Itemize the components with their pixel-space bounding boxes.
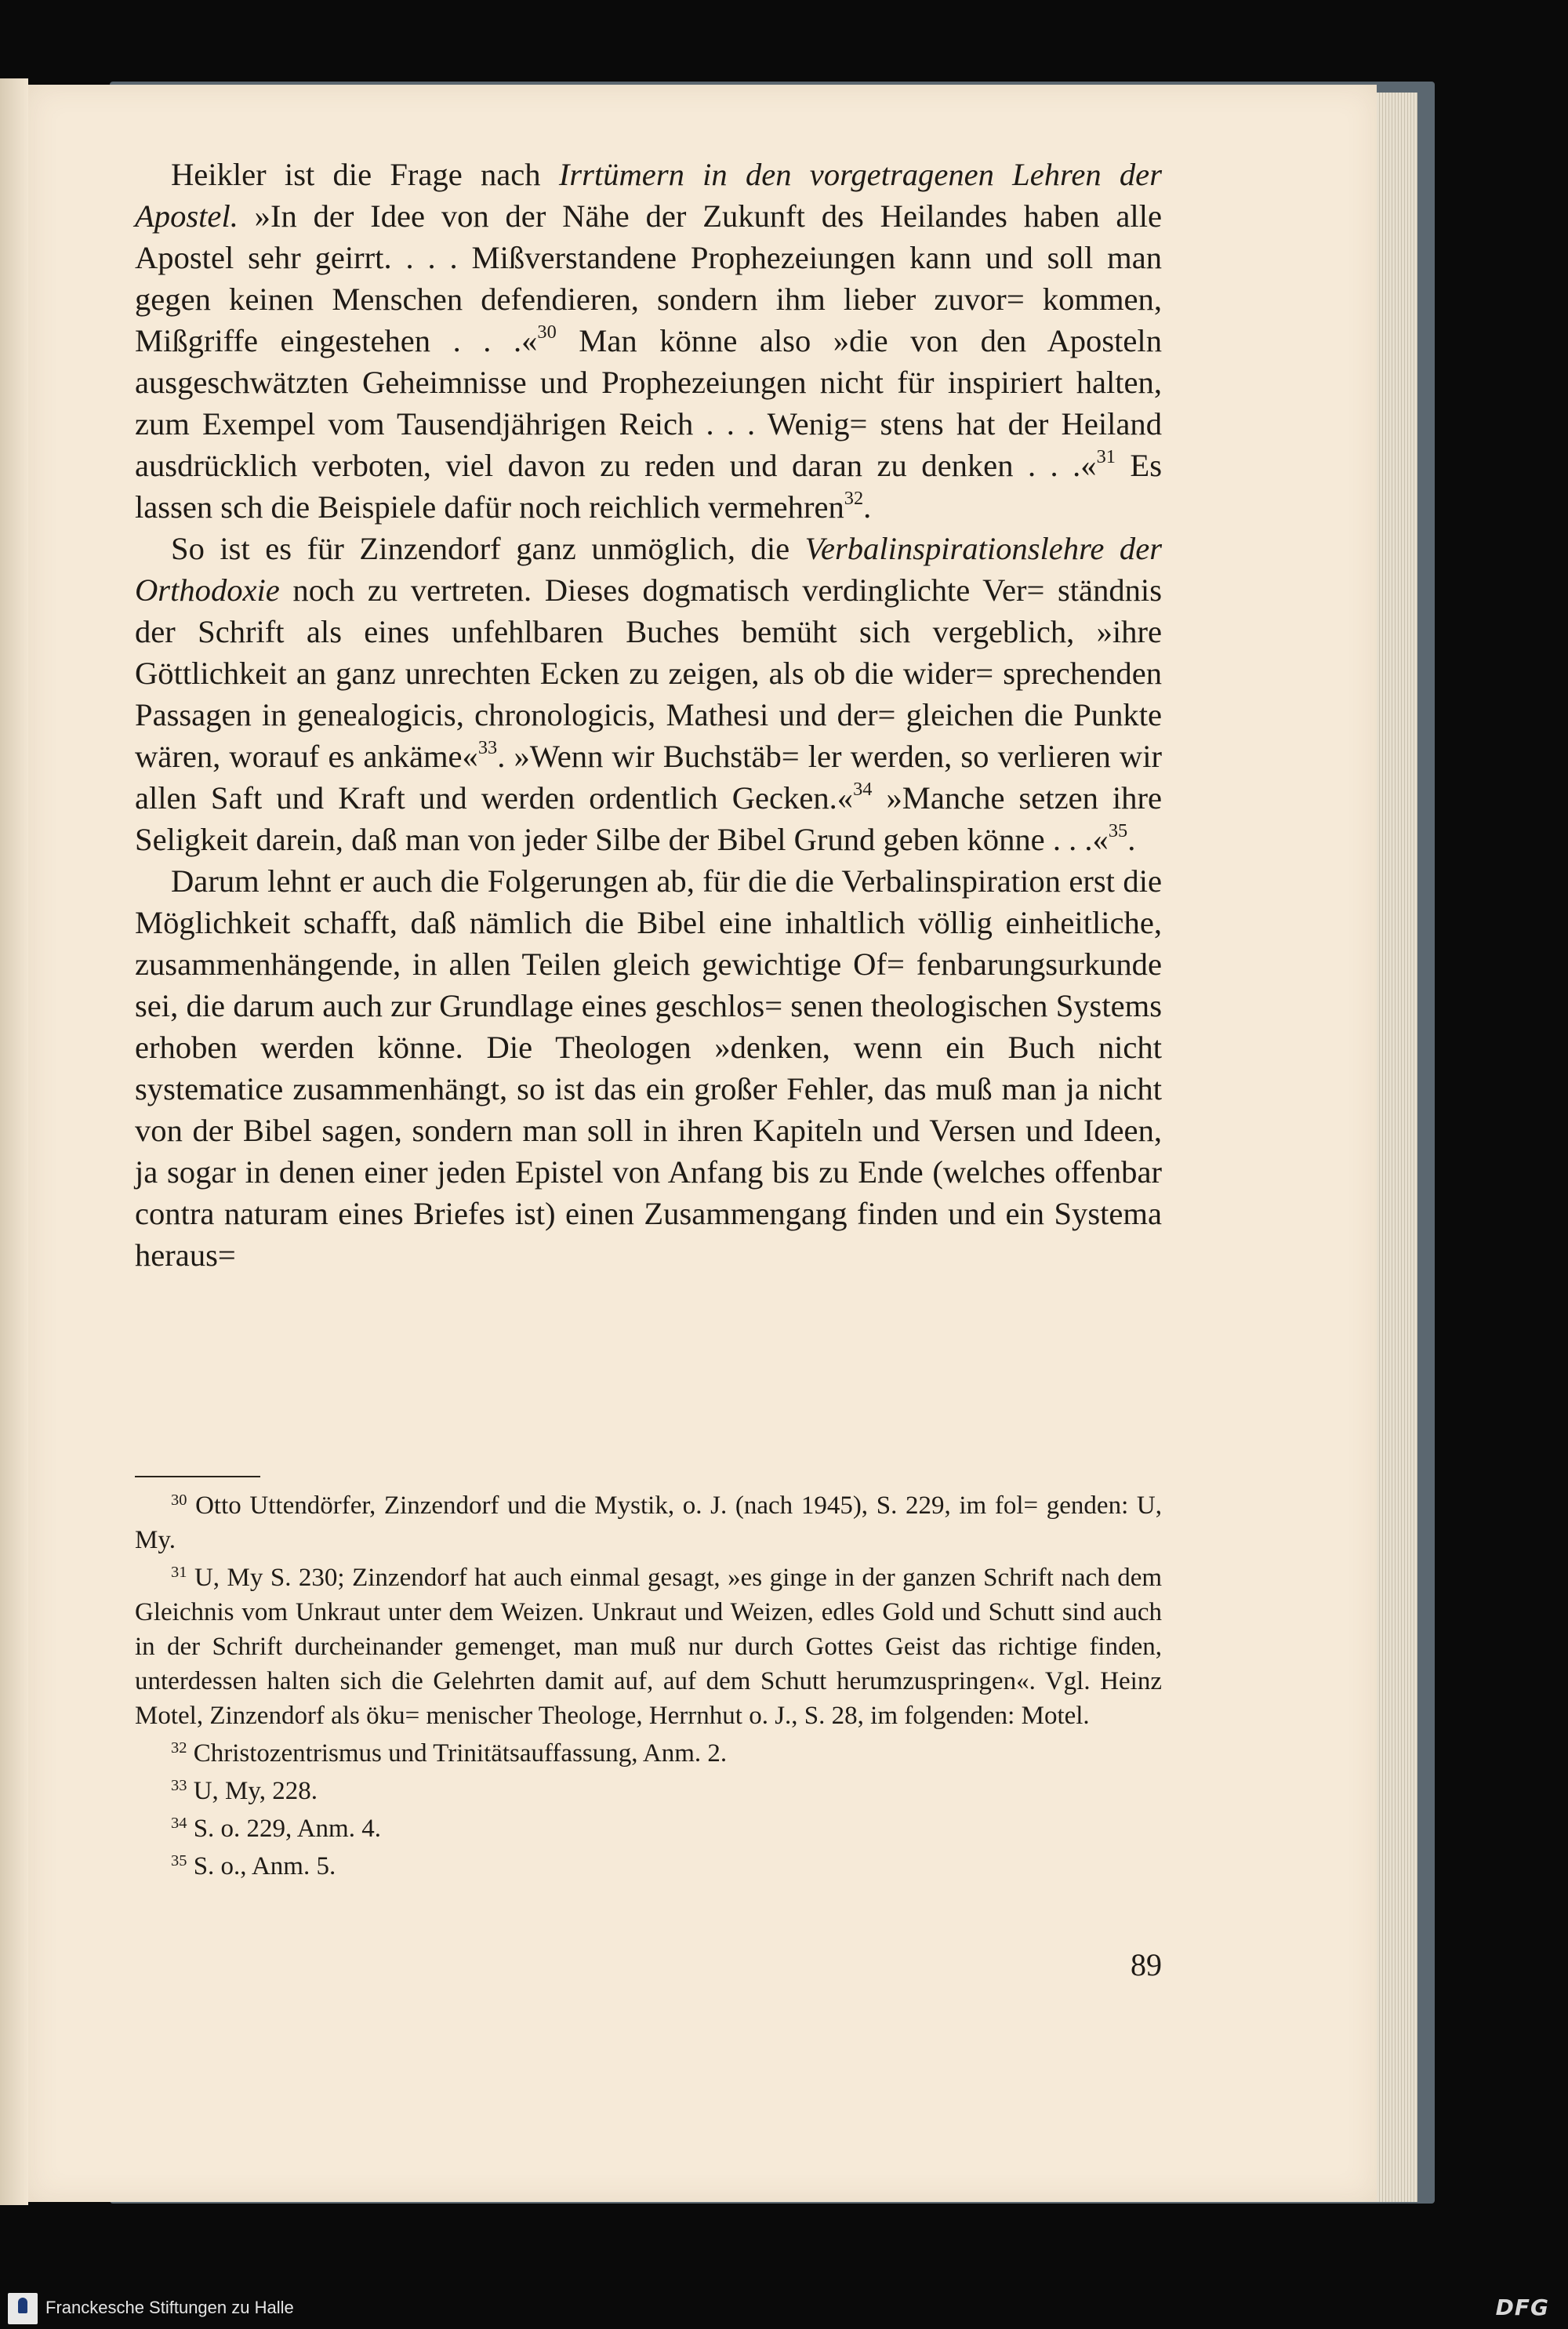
footnote-number: 32 <box>171 1739 187 1757</box>
footnote-number: 31 <box>171 1563 187 1581</box>
text-run: . <box>1127 822 1136 857</box>
footnote-text: S. o. 229, Anm. 4. <box>193 1815 381 1843</box>
footnote-ref-30: 30 <box>537 321 557 343</box>
footnote-separator <box>135 1476 260 1477</box>
text-run: noch zu vertreten. Dieses dogmatisch verdinglichte Ver= ständnis der Schrift als eines unfehlbaren Buches bemüht sich vergeblich, »ihre Göttlichkeit an ganz unrechten Ecken zu zeigen, als ob die wider= sprechenden Passagen in genealogicis, chronologicis, Mathesi und der= gleichen die Punkte wären, worauf es ankäme« <box>135 572 1162 774</box>
page-number: 89 <box>1131 1947 1162 1982</box>
dfg-logo: DFG <box>1495 2294 1549 2320</box>
footnote-30 <box>135 1488 1162 1557</box>
footnote-number: 35 <box>171 1851 187 1869</box>
footnote-35 <box>135 1849 1162 1884</box>
footnote-31 <box>135 1561 1162 1733</box>
footnote-text: U, My S. 230; Zinzendorf hat auch einmal gesagt, »es ginge in der ganzen Schrift nach dem Gleichnis vom Unkraut unter dem Weizen. Unkraut und Weizen, edles Gold und Schutt sind auch in der Schrift durcheinander gemenget, man muß nur durch Gottes Geist das richtige finden, unterdessen halten sich die Gelehrten damit auf, auf dem Schutt herumzuspringen«. Vgl. Heinz Motel, Zinzendorf als öku= menischer Theologe, Herrnhut o. J., S. 28, im folgenden: Motel. <box>135 1564 1163 1730</box>
footnotes <box>135 1488 1162 1887</box>
footnote-33 <box>135 1774 1162 1808</box>
footnote-ref-34: 34 <box>853 778 873 800</box>
footnote-text: U, My, 228. <box>193 1777 318 1805</box>
institution-logo-icon <box>8 2293 38 2324</box>
footnote-32 <box>135 1736 1162 1771</box>
footnote-ref-35: 35 <box>1108 819 1128 841</box>
footnote-number: 34 <box>171 1814 187 1832</box>
footnote-34 <box>135 1811 1162 1846</box>
text-run: . »Wenn wir Buchstäb= ler werden, so verlieren wir allen Saft und Kraft und werden ordentlich Gecken.« <box>135 739 1162 816</box>
text-run: Es lassen sch die Beispiele dafür noch reichlich vermehren <box>135 448 1162 525</box>
footnote-number: 30 <box>171 1491 187 1509</box>
footnote-text: Christozentrismus und Trinitätsauffassung, Anm. 2. <box>193 1739 728 1768</box>
institution-name: Franckesche Stiftungen zu Halle <box>45 2298 294 2317</box>
footnote-ref-32: 32 <box>844 487 864 509</box>
paragraph-1 <box>135 154 1162 528</box>
main-text <box>135 154 1162 1276</box>
italic-phrase: Verbalinspirationslehre der Orthodoxie <box>135 531 1162 608</box>
text-run: Heikler ist die Frage nach <box>171 157 559 192</box>
italic-phrase: Irrtümern in den vorgetragenen Lehren der Apostel. <box>135 157 1162 234</box>
footnote-text: Otto Uttendörfer, Zinzendorf und die Mystik, o. J. (nach 1945), S. 229, im fol= genden: U, My. <box>135 1492 1162 1554</box>
footnote-text: S. o., Anm. 5. <box>193 1852 336 1880</box>
text-run: »In der Idee von der Nähe der Zukunft des Heilandes haben alle Apostel sehr geirrt. . . . Mißverstandene Prophezeiungen kann und soll man gegen keinen Menschen defendieren, sondern ihm lieber zuvor= kommen, Mißgriffe eingestehen . . .« <box>135 198 1162 358</box>
text-run: Man könne also »die von den Aposteln ausgeschwätzten Geheimnisse und Prophezeiungen nicht für inspiriert halten, zum Exempel vom Tausendjährigen Reich . . . Wenig= stens hat der Heiland ausdrücklich verboten, viel davon zu reden und daran zu denken . . .« <box>135 323 1162 483</box>
text-run: . <box>863 489 872 525</box>
text-run: So ist es für Zinzendorf ganz unmöglich, die <box>171 531 805 566</box>
footnote-number: 33 <box>171 1776 187 1794</box>
footnote-ref-31: 31 <box>1096 445 1116 467</box>
footnote-ref-33: 33 <box>477 736 498 758</box>
text-run: »Manche setzen ihre Seligkeit darein, daß man von jeder Silbe der Bibel Grund geben könne . . .« <box>135 780 1162 857</box>
facing-page-edge <box>0 78 28 2205</box>
paragraph-2 <box>135 528 1162 860</box>
paragraph-3: Darum lehnt er auch die Folgerungen ab, für die die Verbalinspiration erst die Möglichkeit schafft, daß nämlich die Bibel eine inhaltlich völlig einheitliche, zusammenhängende, in allen Teilen gleich gewichtige Of= fenbarungsurkunde sei, die darum auch zur Grundlage eines geschlos= senen theologischen Systems erhoben werden könne. Die Theologen »denken, wenn ein Buch nicht systematice zusammenhängt, so ist das ein großer Fehler, das muß man ja nicht von der Bibel sagen, sondern man soll in ihren Kapiteln und Versen und Ideen, ja sogar in denen einer jeden Epistel von Anfang bis zu Ende (welches offenbar contra naturam eines Briefes ist) einen Zusammengang finden und ein Systema heraus= <box>135 863 1162 1273</box>
